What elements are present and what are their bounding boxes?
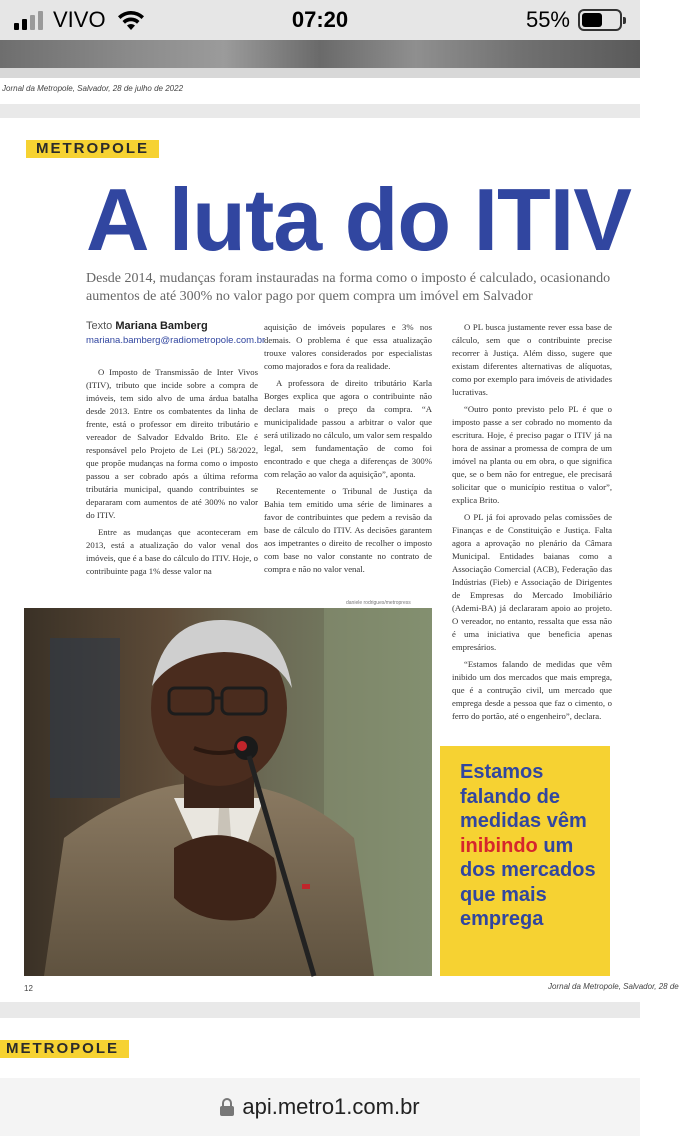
pull-quote	[440, 746, 610, 976]
carrier-name: VIVO	[53, 7, 106, 32]
pull-quote-text: Estamos falando de medidas vêm	[460, 761, 587, 832]
battery-icon	[578, 9, 622, 31]
page-gap	[0, 1002, 640, 1018]
previous-page-photo	[0, 40, 640, 78]
browser-address-bar[interactable]	[0, 1078, 640, 1136]
section-tag: METROPOLE	[26, 140, 159, 158]
paragraph: Recentemente o Tribunal de Justiça da Bahia tem emitido uma série de liminares a favor de contribuintes que pedem a revisão da base de cálculo do ITIV. As decisões garantem aos impetrantes o direito de recolher o imposto com base no valor constante no contrato de compra e não no valor venal.	[264, 486, 432, 574]
lock-icon	[220, 1098, 234, 1116]
paragraph: aquisição de imóveis populares e 3% nos demais. O problema é que essa atualização trouxe valores considerados por especialistas como majorados e fora da realidade.	[264, 322, 432, 371]
paragraph: “Outro ponto previsto pelo PL é que o imposto passe a ser cobrado no momento da escritura. Hoje, é preciso pagar o ITIV já na hora de assinar a promessa de compra de um imóvel na planta ou em obra, o que significa que, se o bem não for entregue, ele precisará solicitar que o município restitua o valor”, explica Brito.	[452, 404, 612, 505]
byline	[86, 320, 266, 346]
headline: A luta do ITIV	[86, 170, 631, 269]
paragraph: A professora de direito tributário Karla Borges explica que agora o contribuinte não declara mais o preço da compra. “A municipalidade passou a arbitrar o valor que será utilizado no cálculo, um valor sem respaldo legal, sem fundamentação de como foi encontrado e que chega a diferenças de 300% com relação ao valor da aquisição”, aponta.	[264, 378, 432, 479]
page-number: 12	[24, 984, 33, 993]
battery-percent: 55%	[525, 7, 570, 32]
pull-quote-highlight: inibindo	[460, 834, 538, 857]
article-page[interactable]	[0, 118, 679, 1002]
previous-page-footer: Jornal da Metropole, Salvador, 28 de julho de 2022	[2, 84, 184, 93]
byline-label: Texto	[86, 320, 113, 332]
speaker-illustration	[24, 608, 432, 976]
paragraph: O PL busca justamente rever essa base de cálculo, sem que o contribuinte precise recorrer à Justiça. Além disso, sugere que existam diferentes alternativas de alíquotas, como por exemplo para imóveis de atividades lucrativas.	[452, 322, 612, 397]
status-bar	[0, 0, 640, 40]
next-page[interactable]	[0, 1018, 640, 1078]
next-section-tag: METROPOLE	[0, 1040, 129, 1058]
author-email[interactable]: mariana.bamberg@radiometropole.com.br	[86, 335, 266, 346]
byline-author: Mariana Bamberg	[115, 320, 208, 332]
pull-quote-text-end: um dos mercados que mais emprega	[460, 834, 596, 930]
article-column-2	[264, 321, 432, 580]
url-text[interactable]: api.metro1.com.br	[242, 1094, 420, 1119]
article-column-1	[86, 366, 258, 582]
article-column-3	[452, 321, 612, 727]
paragraph: Entre as mudanças que aconteceram em 2013, está a atualização do valor venal dos imóveis, que é a base do cálculo do ITIV. Hoje, o contribuinte paga 1% desse valor na	[86, 527, 258, 576]
article-photo	[24, 608, 432, 976]
page-footer: Jornal da Metropole, Salvador, 28 de	[548, 982, 679, 991]
paragraph: O PL já foi aprovado pelas comissões de Finanças e de Constituição e Justiça. Falta agora a aprovação no plenário da Câmara Municipal. Entidades baianas como a Associação Comercial (ACB), Federação das Indústrias (Fieb) e Associação de Dirigentes de Empresas do Mercado Imobiliário (Ademi-BA) já declararam apoio ao projeto. O vereador, no entanto, ressalta que essa não é uma iniciativa que beneficia apenas empresários.	[452, 512, 612, 652]
paragraph: “Estamos falando de medidas que vêm inibido um dos mercados que mais emprega, que é a contrução civil, um mercado que emprega desde a pessoa que faz o cimento, o ferro do portão, até o engenheiro”, declara.	[452, 659, 612, 721]
paragraph: O Imposto de Transmissão de Inter Vivos (ITIV), tributo que incide sobre a compra de imóveis, tem sido alvo de uma árdua batalha desde 2013. Entre os combatentes da linha de frente, está o professor em direito tributário e vereador de Salvador Edvaldo Brito. Ele é responsável pelo Projeto de Lei (PL) 58/2022, que propõe mudanças na forma como o imposto passou a ser cobrado após a última reforma tributária municipal, quando contribuintes se depararam com aumentos de até 300% no valor do ITIV.	[86, 367, 258, 520]
article-deck: Desde 2014, mudanças foram instauradas na forma como o imposto é calculado, ocasionando aumentos de até 300% no valor pago por quem compra um imóvel em Salvador	[86, 271, 611, 304]
photo-credit: daniele rodrigues/metropress	[346, 600, 411, 606]
page-gap	[0, 104, 640, 118]
clock: 07:20	[291, 7, 349, 32]
